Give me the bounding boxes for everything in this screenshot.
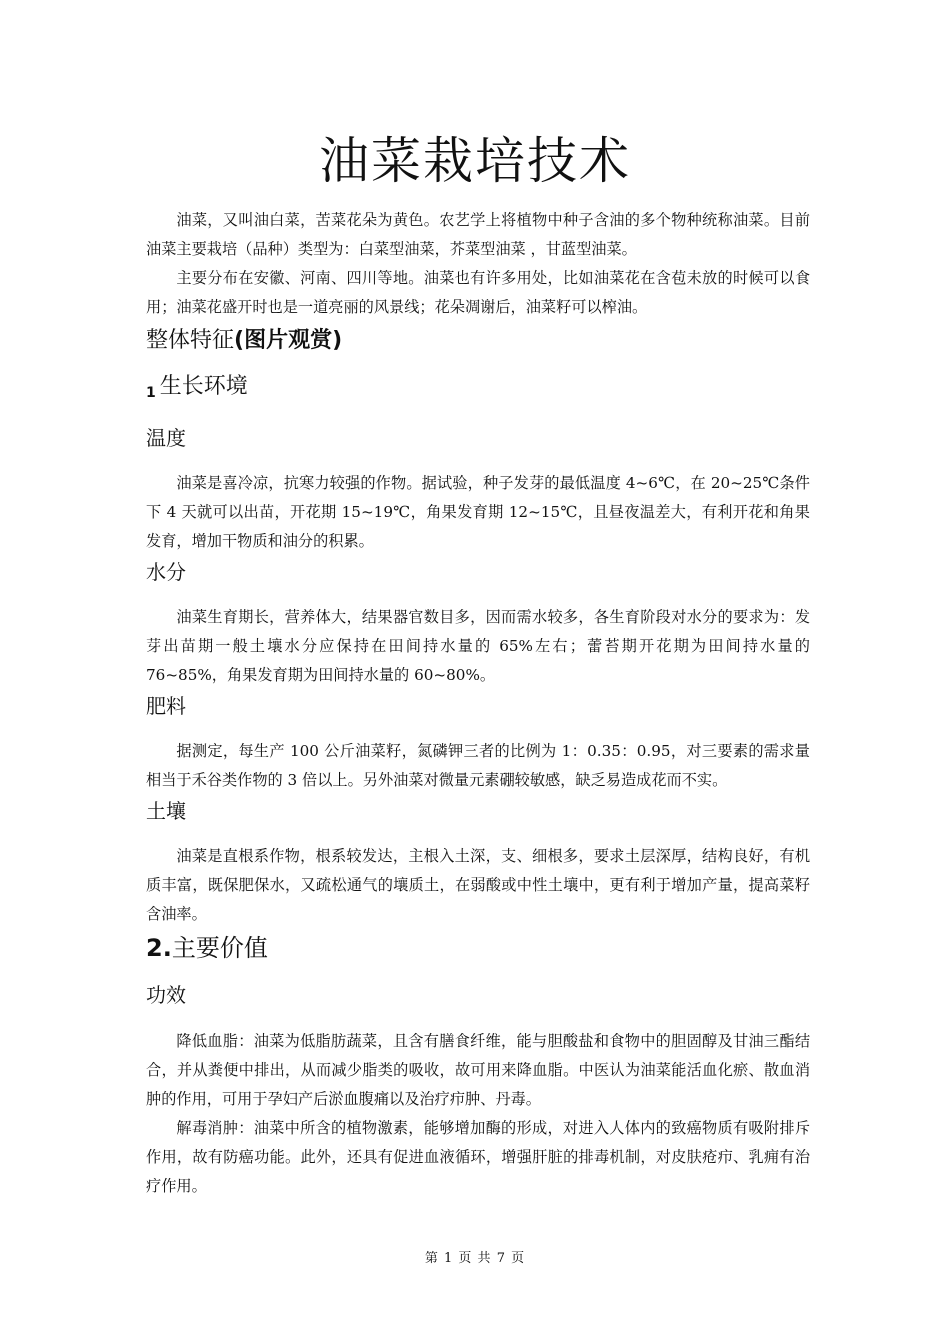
soil-paragraph: 油菜是直根系作物，根系较发达，主根入土深，支、细根多，要求土层深厚，结构良好，有机质丰富，既保肥保水，又疏松通气的壤质土，在弱酸或中性土壤中，更有利于增加产量，提高菜籽含油率。 (146, 847, 810, 923)
subheading-efficacy: 功效 (146, 983, 186, 1007)
temperature-paragraph: 油菜是喜冷凉，抗寒力较强的作物。据试验，种子发芽的最低温度 4~6℃，在 20~25℃条件下 4 天就可以出苗，开花期 15~19℃，角果发育期 12~15℃，且昼夜温差大，有利开花和角果发育，增加干物质和油分的积累。 (146, 474, 810, 550)
section-2-number: 2. (146, 934, 172, 962)
section-overall-paren: (图片观赏) (234, 328, 343, 353)
intro-paragraph-1: 油菜，又叫油白菜，苦菜花朵为黄色。农艺学上将植物中种子含油的多个物种统称油菜。目前油菜主要栽培（品种）类型为：白菜型油菜，芥菜型油菜 ，甘蓝型油菜。 (146, 211, 810, 258)
subheading-water: 水分 (146, 560, 186, 584)
intro-paragraph-2: 主要分布在安徽、河南、四川等地。油菜也有许多用处，比如油菜花在含苞未放的时候可以食用；油菜花盛开时也是一道亮丽的风景线；花朵凋谢后，油菜籽可以榨油。 (146, 269, 810, 316)
efficacy-paragraph-lipids: 降低血脂：油菜为低脂肪蔬菜，且含有膳食纤维，能与胆酸盐和食物中的胆固醇及甘油三酯结合，并从粪便中排出，从而减少脂类的吸收，故可用来降血脂。中医认为油菜能活血化瘀、散血消肿的作用，可用于孕妇产后淤血腹痛以及治疗疖肿、丹毒。 (146, 1032, 810, 1108)
section-1-label: 生长环境 (159, 374, 248, 399)
document-title: 油菜栽培技术 (319, 131, 631, 190)
section-heading-growth-environment (146, 372, 810, 408)
fertilizer-paragraph: 据测定，每生产 100 公斤油菜籽，氮磷钾三者的比例为 1：0.35：0.95，对三要素的需求量相当于禾谷类作物的 3 倍以上。另外油菜对微量元素硼较敏感，缺乏易造成花而不实。 (146, 742, 810, 789)
efficacy-paragraph-detox: 解毒消肿：油菜中所含的植物激素，能够增加酶的形成，对进入人体内的致癌物质有吸附排斥作用，故有防癌功能。此外，还具有促进血液循环，增强肝脏的排毒机制，对皮肤疮疖、乳痈有治疗作用。 (146, 1119, 810, 1195)
section-1-number: 1 (146, 385, 156, 401)
subheading-fertilizer: 肥料 (146, 694, 186, 718)
section-overall-label: 整体特征 (146, 328, 235, 353)
subheading-temperature: 温度 (146, 426, 186, 450)
subheading-soil: 土壤 (146, 799, 186, 823)
section-heading-main-value (146, 931, 810, 965)
water-paragraph: 油菜生育期长，营养体大，结果器官数目多，因而需水较多，各生育阶段对水分的要求为：发芽出苗期一般土壤水分应保持在田间持水量的 65%左右；蕾苔期开花期为田间持水量的 76~85%，角果发育期为田间持水量的 60~80%。 (146, 608, 810, 684)
section-2-label: 主要价值 (171, 934, 268, 962)
page-footer: 第 1 页 共 7 页 (424, 1251, 526, 1266)
document-body (146, 206, 810, 1201)
section-heading-overall (146, 326, 810, 356)
